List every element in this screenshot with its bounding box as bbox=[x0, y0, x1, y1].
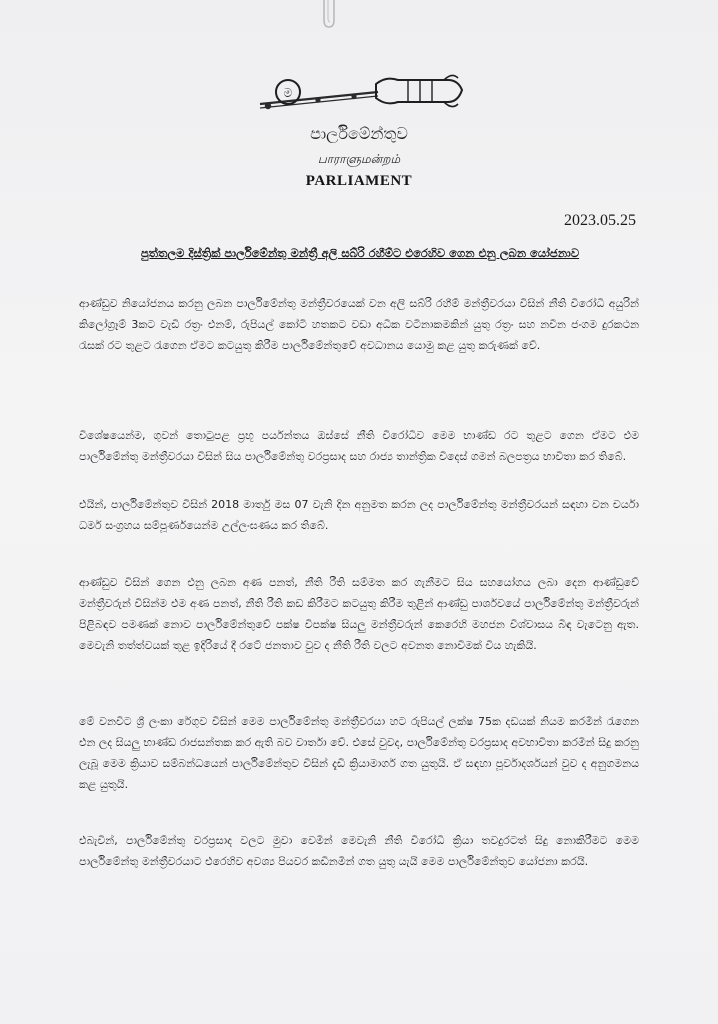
mace-icon bbox=[258, 62, 464, 120]
paragraph-1: ආණ්ඩුව නියෝජනය කරනු ලබන පාර්ලිමේන්තු මන්ත්‍රීවරයෙක් වන අලි සබ්රි රහීම් මන්ත්‍රීවරයා විසින් නීති විරෝධී අයුරින් කිලෝග්‍රෑම් 3කට වැඩි රත්‍රං එනම්, රුපියල් කෝටි හතකට වඩා අධික වටිනාකමකින් යුතු රත්‍රං සහ නවීන ජංගම දුරකථන රැසක් රට තුළට රැගෙන ඒමට කටයුතු කිරීම පාර්ලිමේන්තුවේ අවධානය යොමු කළ යුතු කරුණක් වේ. bbox=[79, 297, 639, 352]
parliament-name-english: PARLIAMENT bbox=[305, 173, 413, 189]
svg-text:ම: ම bbox=[283, 86, 293, 100]
document-title: පුත්තලම දිස්ත්‍රික් පාර්ලිමේන්තු මන්ත්‍රී අලි සබ්රි රහීම්ට එරෙහිව ගෙන එනු ලබන යෝජනාව bbox=[140, 246, 580, 260]
paragraph-3: එයින්, පාර්ලිමේන්තුව විසින් 2018 මාර්තු මස 07 වැනි දින අනුමත කරන ලද පාර්ලිමේන්තු මන්ත්‍රීවරයන් සඳහා වන චර්යා ධර්ම සංග්‍රහය සම්පූර්ණයෙන්ම උල්ලංඝණය කර තිබේ. bbox=[79, 498, 639, 532]
paper-clip-icon bbox=[318, 0, 340, 30]
paragraph-4: ආණ්ඩුව විසින් ගෙන එනු ලබන අණ පනත්, නීති රීති සම්මත කර ගැනීමට සිය සහයෝගය ලබා දෙන ආණ්ඩුවේ මන්ත්‍රීවරුන් විසින්ම එම අණ පනත්, නීති රීති කඩ කිරීමට කටයුතු කිරීම තුළින් ආණ්ඩු පාර්ශවයේ පාර්ලිමේන්තු මන්ත්‍රීවරුන් පිළිබඳව පමණක් නොව පාර්ලිමේන්තුවේ පක්ෂ විපක්ෂ සියලු මන්ත්‍රීවරුන් කෙරෙහි මහජන විශ්වාසය බිඳ වැටෙනු ඇත. මෙවැනි තත්ත්වයක් තුළ ඉදිරියේ දී රටේ ජනතාව වුව ද නීති රීති වලට අවනත නොවීමක් විය හැකියි. bbox=[79, 576, 639, 652]
parliament-name-sinhala: පාර්ලිමේන්තුව bbox=[310, 124, 408, 143]
paragraph-2: විශේෂයෙන්ම, ගුවන් තොටුපළ ප්‍රභූ පර්යන්තය ඔස්සේ නීති විරෝධීව මෙම භාණ්ඩ රට තුළට ගෙන ඒමට එම පාර්ලිමේන්තු මන්ත්‍රීවරයා විසින් සිය පාර්ලිමේන්තු වරප්‍රසාද සහ රාජ්‍ය තාන්ත්‍රික විදෙස් ගමන් බලපත්‍රය භාවිතා කර තිබේ. bbox=[79, 429, 639, 463]
document-date: 2023.05.25 bbox=[564, 212, 636, 229]
paragraph-6: එබැවින්, පාර්ලිමේන්තු වරප්‍රසාද වලට මුවා වෙමින් මෙවැනි නීති විරෝධී ක්‍රියා තවදුරටත් සිදු නොකිරීමට මෙම පාර්ලිමේන්තු මන්ත්‍රීවරයාට එරෙහිව අවශ්‍ය පියවර කඩිනමින් ගත යුතු යැයි මෙම පාර්ලිමේන්තුව යෝජනා කරයි. bbox=[79, 834, 639, 868]
parliament-name-tamil: பாராளுமன்றம் bbox=[317, 152, 401, 166]
paragraph-5: මේ වනවිට ශ්‍රී ලංකා රේගුව විසින් මෙම පාර්ලිමේන්තු මන්ත්‍රීවරයා හට රුපියල් ලක්ෂ 75ක දඩයක් නියම කරමින් රැගෙන එන ලද සියලු භාණ්ඩ රාජසන්තක කර ඇති බව වාර්තා වේ. එසේ වුවද, පාර්ලිමේන්තු වරප්‍රසාද අවභාවිතා කරමින් සිදු කරනු ලැබූ මෙම ක්‍රියාව සම්බන්ධයෙන් පාර්ලිමේන්තුව විසින් දැඩි ක්‍රියාමාර්ග ගත යුතුයි. ඒ සඳහා පූර්වාදර්ශයන් වුව ද අනුගමනය කළ යුතුයි. bbox=[79, 715, 639, 791]
